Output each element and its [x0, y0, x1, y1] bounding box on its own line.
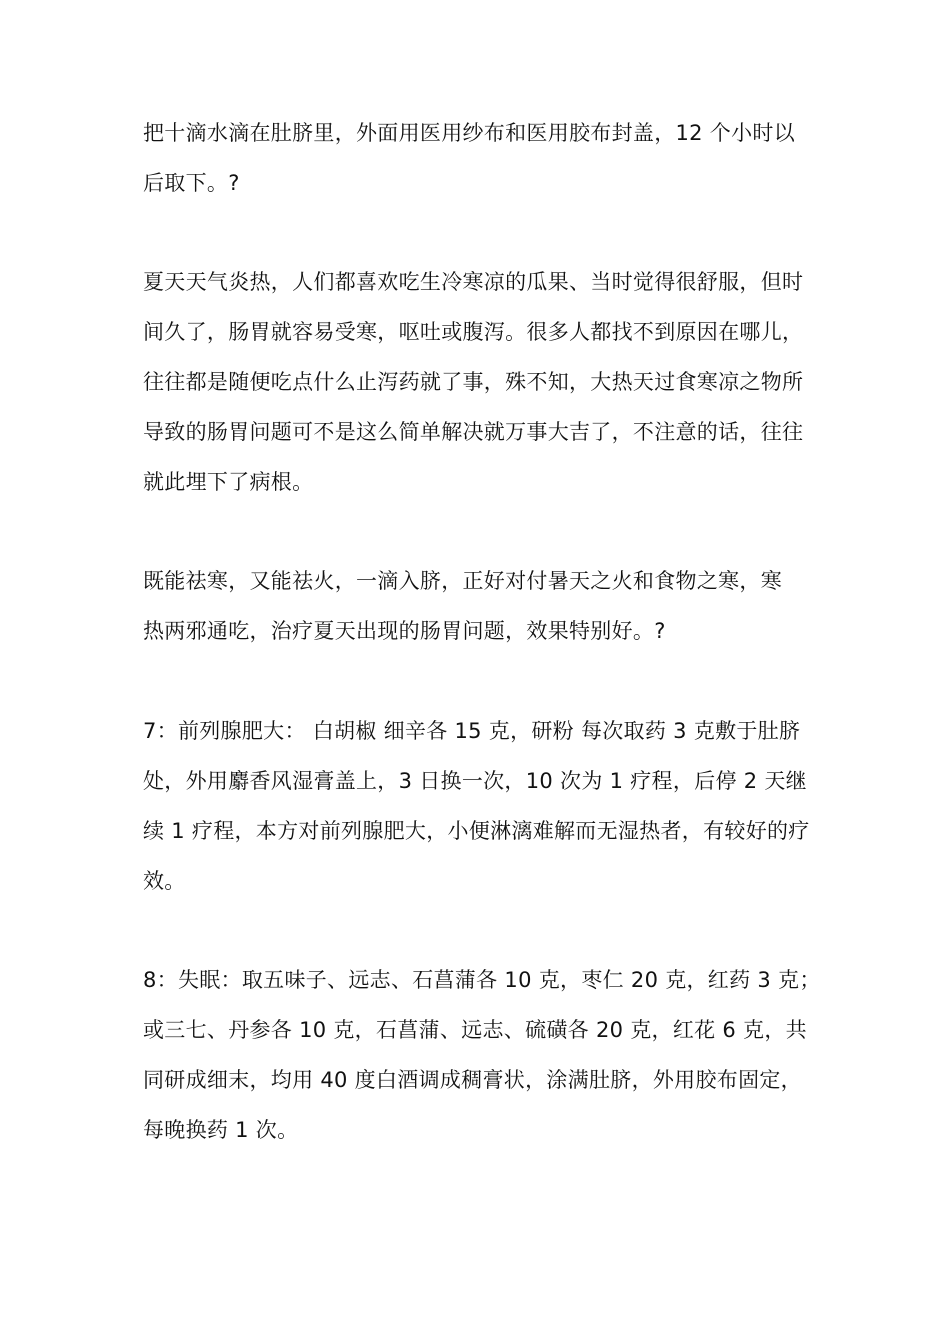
paragraph-item8-line-1: 8：失眠：取五味子、远志、石菖蒲各 10 克，枣仁 20 克，红药 3 克； — [143, 968, 821, 992]
paragraph-summer-line-1: 夏天天气炎热，人们都喜欢吃生冷寒凉的瓜果、当时觉得很舒服，但时 — [143, 270, 804, 294]
paragraph-navel-drops-line-1: 把十滴水滴在肚脐里，外面用医用纱布和医用胶布封盖，12 个小时以 — [143, 121, 795, 145]
paragraph-summer-line-3: 往往都是随便吃点什么止泻药就了事，殊不知，大热天过食寒凉之物所 — [143, 370, 804, 394]
paragraph-item8-line-4: 每晚换药 1 次。 — [143, 1118, 299, 1142]
paragraph-remedy-line-1: 既能祛寒，又能祛火，一滴入脐，正好对付暑天之火和食物之寒，寒 — [143, 569, 782, 593]
paragraph-item8-line-2: 或三七、丹参各 10 克，石菖蒲、远志、硫磺各 20 克，红花 6 克，共 — [143, 1018, 807, 1042]
paragraph-summer-line-2: 间久了，肠胃就容易受寒，呕吐或腹泻。很多人都找不到原因在哪儿， — [143, 320, 804, 344]
paragraph-navel-drops-line-2: 后取下。? — [143, 171, 240, 195]
paragraph-summer-line-5: 就此埋下了病根。 — [143, 470, 314, 494]
paragraph-item7-line-1: 7：前列腺肥大： 白胡椒 细辛各 15 克，研粉 每次取药 3 克敷于肚脐 — [143, 719, 801, 743]
paragraph-item7-line-4: 效。 — [143, 869, 186, 893]
paragraph-summer-line-4: 导致的肠胃问题可不是这么简单解决就万事大吉了，不注意的话，往往 — [143, 420, 804, 444]
paragraph-item7-line-2: 处，外用麝香风湿膏盖上，3 日换一次，10 次为 1 疗程，后停 2 天继 — [143, 769, 807, 793]
paragraph-item7-line-3: 续 1 疗程，本方对前列腺肥大，小便淋漓难解而无湿热者，有较好的疗 — [143, 819, 810, 843]
paragraph-remedy-line-2: 热两邪通吃，治疗夏天出现的肠胃问题，效果特别好。? — [143, 619, 666, 643]
paragraph-item8-line-3: 同研成细末，均用 40 度白酒调成稠膏状，涂满肚脐，外用胶布固定， — [143, 1068, 802, 1092]
